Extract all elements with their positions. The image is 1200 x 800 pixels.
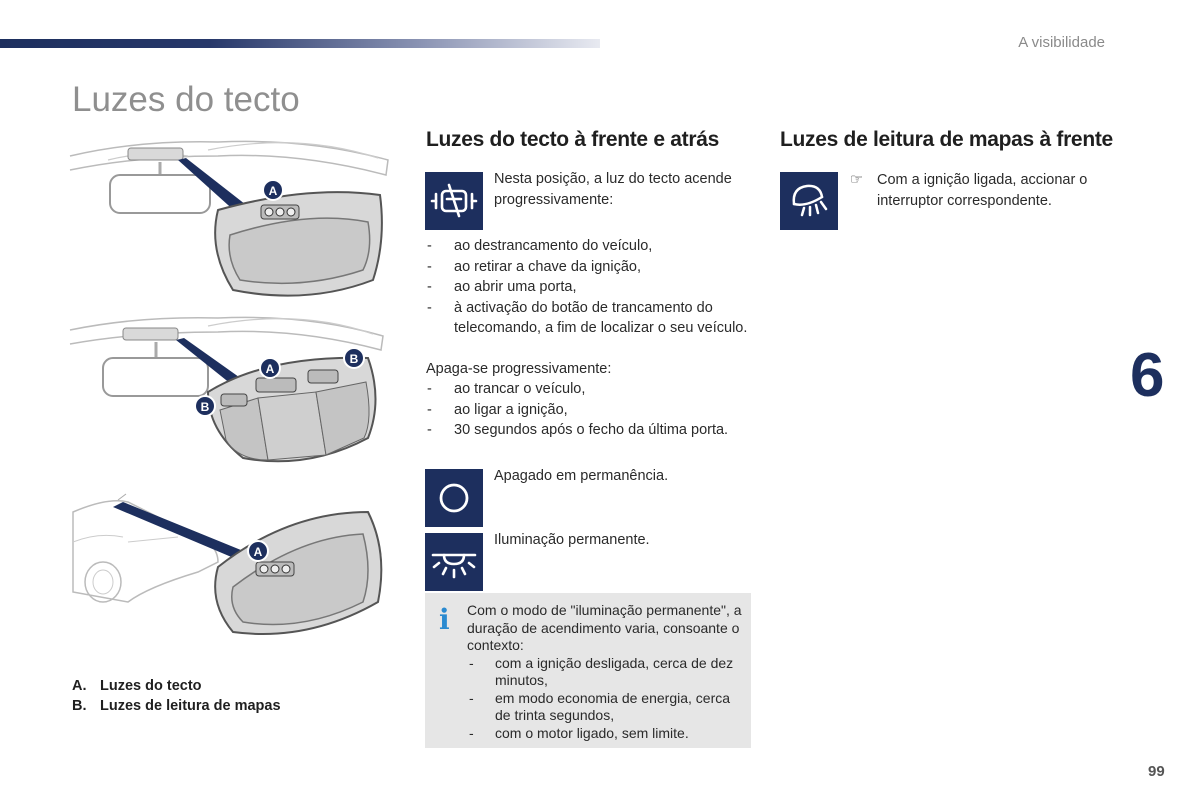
list-item: - com a ignição desligada, cerca de dez minutos, bbox=[467, 655, 749, 690]
door-lamp-icon bbox=[425, 172, 483, 230]
circle-off-icon bbox=[425, 469, 483, 527]
page-title: Luzes do tecto bbox=[72, 80, 300, 119]
reading-light-icon bbox=[780, 172, 838, 230]
info-note-text bbox=[467, 602, 749, 742]
section-title: A visibilidade bbox=[1018, 34, 1105, 51]
list-item: - à activação do botão de trancamento do telecomando, a fim de localizar o seu veículo. bbox=[426, 298, 751, 339]
page-number: 99 bbox=[1148, 763, 1165, 780]
map-lights-text: Com a ignição ligada, accionar o interruptor correspondente. bbox=[877, 172, 1088, 209]
header-gradient-bar bbox=[0, 39, 600, 48]
rear-ceiling-light-illustration bbox=[68, 310, 398, 480]
list-item: - com o motor ligado, sem limite. bbox=[467, 725, 749, 743]
svg-text:B: B bbox=[349, 352, 359, 366]
badge-b-right bbox=[344, 348, 364, 368]
list-item: - ao destrancamento do veículo, bbox=[426, 236, 751, 257]
svg-text:A: A bbox=[268, 184, 278, 198]
on-mode-text: Iluminação permanente. bbox=[494, 532, 650, 548]
ceiling-light-icon bbox=[425, 533, 483, 591]
list-item: - ao abrir uma porta, bbox=[426, 277, 751, 298]
badge-a bbox=[260, 358, 280, 378]
off-conditions-list bbox=[426, 379, 756, 441]
svg-text:A: A bbox=[253, 545, 263, 559]
badge-a bbox=[263, 180, 283, 200]
on-conditions-list bbox=[426, 236, 751, 339]
front-rear-title: Luzes do tecto à frente e atrás bbox=[426, 128, 719, 151]
list-item: - ao trancar o veículo, bbox=[426, 379, 756, 400]
badge-a bbox=[248, 541, 268, 561]
list-item: - ao ligar a ignição, bbox=[426, 400, 756, 421]
legend-item-b: B. Luzes de leitura de mapas bbox=[72, 698, 281, 714]
list-item: - ao retirar a chave da ignição, bbox=[426, 257, 751, 278]
chapter-number: 6 bbox=[1130, 341, 1165, 410]
legend-item-a: A. Luzes do tecto bbox=[72, 678, 202, 694]
off-mode-text: Apagado em permanência. bbox=[494, 468, 669, 484]
progressive-description: Nesta posição, a luz do tecto acende progressivamente: bbox=[494, 171, 732, 208]
figure-legend bbox=[72, 676, 281, 716]
off-intro: Apaga-se progressivamente: bbox=[426, 361, 612, 377]
info-icon: i bbox=[439, 603, 450, 636]
info-note-box bbox=[425, 593, 751, 748]
info-note-intro: Com o modo de "iluminação permanente", a duração de acendimento varia, consoante o contexto: bbox=[467, 602, 742, 653]
front-ceiling-light-illustration bbox=[68, 130, 398, 305]
svg-text:B: B bbox=[200, 400, 210, 414]
list-item: - 30 segundos após o fecho da última porta. bbox=[426, 420, 756, 441]
map-lights-title: Luzes de leitura de mapas à frente bbox=[780, 128, 1113, 151]
badge-b-left bbox=[195, 396, 215, 416]
info-note-list bbox=[467, 655, 749, 743]
map-lights-bullet: ☞ bbox=[850, 172, 863, 188]
car-rear-light-illustration bbox=[68, 492, 398, 662]
svg-text:A: A bbox=[265, 362, 275, 376]
list-item: - em modo economia de energia, cerca de trinta segundos, bbox=[467, 690, 749, 725]
